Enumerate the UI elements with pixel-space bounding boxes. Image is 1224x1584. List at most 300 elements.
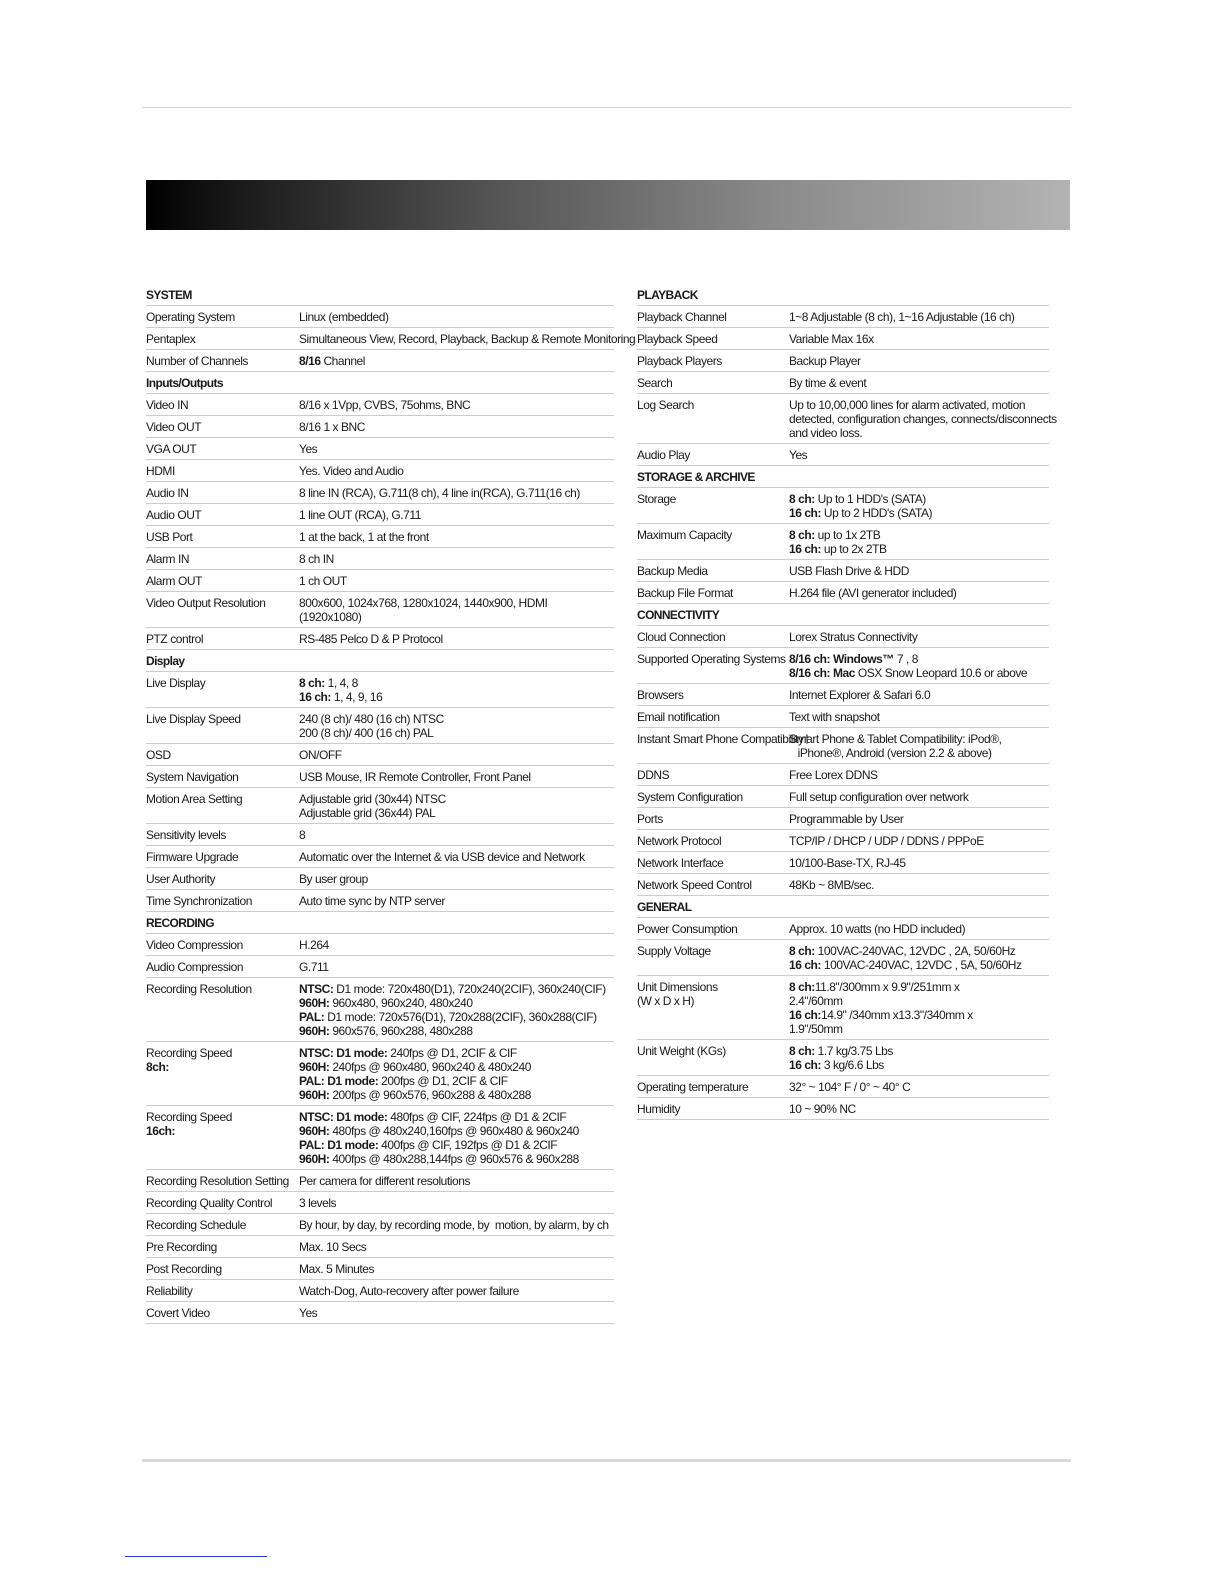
- spec-row: [637, 852, 1049, 874]
- spec-label: [637, 398, 789, 440]
- spec-value-emphasis: 8/16 ch: Windows™: [789, 652, 894, 666]
- spec-label-text: Alarm IN: [146, 552, 190, 566]
- spec-row: [146, 1302, 614, 1324]
- spec-value-text: Yes: [789, 448, 808, 462]
- spec-label-text: Cloud Connection: [637, 630, 726, 644]
- spec-label: [146, 1262, 299, 1276]
- spec-value: [789, 710, 1049, 724]
- spec-value: [299, 1240, 614, 1254]
- spec-value-text: 1.9"/50mm: [789, 1022, 843, 1036]
- spec-value-text: 960x576, 960x288, 480x288: [329, 1024, 473, 1038]
- spec-label: [637, 856, 789, 870]
- spec-value-text: D1 mode: 720x480(D1), 720x240(2CIF), 360x240(CIF): [333, 982, 606, 996]
- spec-row: [146, 1258, 614, 1280]
- spec-value-line: [299, 850, 614, 864]
- spec-value-line: [299, 872, 614, 886]
- spec-value: [299, 420, 614, 434]
- spec-value-text: ON/OFF: [299, 748, 342, 762]
- spec-value-text: 8: [299, 828, 306, 842]
- spec-value-text: Automatic over the Internet & via USB device and Network: [299, 850, 585, 864]
- spec-value-text: iPhone®, Android (version 2.2 & above): [789, 746, 992, 760]
- spec-row: [637, 306, 1049, 328]
- spec-label: [146, 770, 299, 784]
- spec-value-line: [299, 574, 614, 588]
- spec-value-text: and video loss.: [789, 426, 863, 440]
- spec-value: [299, 676, 614, 704]
- spec-label-text: USB Port: [146, 530, 193, 544]
- spec-label: [637, 492, 789, 520]
- spec-value-line: [789, 732, 1049, 746]
- spec-row: [637, 350, 1049, 372]
- spec-label-text: Unit Weight (KGs): [637, 1044, 726, 1058]
- spec-label-text: Network Protocol: [637, 834, 722, 848]
- spec-value-line: [299, 982, 614, 996]
- title-banner: [146, 180, 1070, 230]
- spec-value-text: Channel: [320, 354, 365, 368]
- spec-value-line: [299, 486, 614, 500]
- spec-label-text: HDMI: [146, 464, 175, 478]
- spec-value-text: 11.8"/300mm x 9.9"/251mm x: [814, 980, 960, 994]
- spec-row: [637, 582, 1049, 604]
- spec-value: [789, 376, 1049, 390]
- spec-value-line: [299, 464, 614, 478]
- spec-value-text: By time & event: [789, 376, 867, 390]
- spec-value-line: [299, 792, 614, 806]
- spec-table-right: [637, 284, 1057, 1120]
- spec-row: [637, 808, 1049, 830]
- spec-value: [789, 564, 1049, 578]
- spec-value-line: [789, 1022, 1049, 1036]
- spec-label-text: Alarm OUT: [146, 574, 202, 588]
- spec-value-line: [789, 688, 1049, 702]
- spec-value-line: [299, 632, 614, 646]
- spec-value-emphasis: 960H:: [299, 1124, 330, 1138]
- spec-label: [146, 310, 299, 324]
- spec-value-line: [789, 1044, 1049, 1058]
- spec-value-line: [299, 1024, 614, 1038]
- spec-row: [146, 788, 614, 824]
- spec-value-line: [299, 1240, 614, 1254]
- spec-value-text: up to 2x 2TB: [820, 542, 887, 556]
- spec-row: [146, 978, 614, 1042]
- spec-value-line: [789, 710, 1049, 724]
- spec-label-text: Post Recording: [146, 1262, 222, 1276]
- spec-value-emphasis: 960H:: [299, 1024, 330, 1038]
- spec-label-text: Time Synchronization: [146, 894, 252, 908]
- spec-value-line: [299, 1110, 614, 1124]
- spec-value-line: [789, 958, 1049, 972]
- section-heading-system: SYSTEM: [146, 284, 614, 306]
- spec-row: [146, 328, 636, 350]
- spec-label: [637, 528, 789, 556]
- spec-label-text: PTZ control: [146, 632, 204, 646]
- spec-value-line: [299, 310, 614, 324]
- spec-label: [146, 938, 299, 952]
- spec-label-text: Network Speed Control: [637, 878, 752, 892]
- section-heading-inputs-outputs: Inputs/Outputs: [146, 372, 614, 394]
- spec-value-emphasis: 8 ch:: [299, 676, 325, 690]
- spec-value-text: 200fps @ 960x576, 960x288 & 480x288: [329, 1088, 531, 1102]
- spec-row: [146, 824, 614, 846]
- spec-label: [146, 960, 299, 974]
- spec-row: [146, 592, 614, 628]
- spec-value-line: [789, 630, 1049, 644]
- spec-value: [789, 652, 1049, 680]
- spec-label: [146, 676, 299, 704]
- spec-value-emphasis: 8/16 ch: Mac: [789, 666, 855, 680]
- spec-label-text: DDNS: [637, 768, 670, 782]
- spec-row: [637, 1040, 1049, 1076]
- spec-value: [299, 792, 614, 820]
- spec-label-text: Network Interface: [637, 856, 724, 870]
- spec-row: [146, 482, 614, 504]
- spec-value: [299, 632, 614, 646]
- spec-value-line: [299, 530, 614, 544]
- spec-value-text: Up to 2 HDD's (SATA): [820, 506, 933, 520]
- spec-row: [637, 560, 1049, 582]
- spec-value-text: 3 levels: [299, 1196, 337, 1210]
- spec-value-emphasis: 960H:: [299, 996, 330, 1010]
- spec-value-emphasis: 16 ch:: [299, 690, 331, 704]
- spec-label: [146, 596, 299, 624]
- spec-value-text: 100VAC-240VAC, 12VDC , 2A, 50/60Hz: [814, 944, 1016, 958]
- spec-value-line: [789, 1080, 1049, 1094]
- spec-label: [637, 878, 789, 892]
- spec-label: [637, 768, 789, 782]
- spec-value-text: USB Flash Drive & HDD: [789, 564, 909, 578]
- spec-value-line: [299, 996, 614, 1010]
- spec-value-text: Internet Explorer & Safari 6.0: [789, 688, 931, 702]
- spec-label-text: Motion Area Setting: [146, 792, 243, 806]
- spec-row: [146, 526, 614, 548]
- header-rule: [142, 107, 1071, 108]
- spec-value-emphasis: 8 ch:: [789, 492, 815, 506]
- spec-value: [789, 310, 1049, 324]
- spec-value: [299, 486, 614, 500]
- spec-value: [299, 960, 614, 974]
- spec-value-text: Linux (embedded): [299, 310, 389, 324]
- spec-value-text: 480fps @ 480x240,160fps @ 960x480 & 960x240: [329, 1124, 579, 1138]
- spec-label: [637, 688, 789, 702]
- spec-value-line: [299, 332, 635, 346]
- spec-row: [146, 570, 614, 592]
- spec-value-line: [789, 652, 1049, 666]
- spec-value: [789, 492, 1049, 520]
- spec-value-line: [299, 596, 614, 610]
- spec-value: [299, 1262, 614, 1276]
- spec-label: [637, 652, 789, 680]
- spec-value: [299, 850, 614, 864]
- spec-label-text: Search: [637, 376, 673, 390]
- spec-label-text: Log Search: [637, 398, 694, 412]
- spec-row: [146, 1236, 614, 1258]
- spec-label: [146, 748, 299, 762]
- spec-value-line: [299, 398, 614, 412]
- spec-row: [146, 306, 614, 328]
- spec-label-text: Sensitivity levels: [146, 828, 226, 842]
- spec-value-emphasis: 8/16: [299, 354, 321, 368]
- spec-row: [146, 394, 614, 416]
- spec-value-line: [299, 420, 614, 434]
- spec-value-emphasis: 960H:: [299, 1060, 330, 1074]
- spec-value-text: USB Mouse, IR Remote Controller, Front Panel: [299, 770, 531, 784]
- spec-label-text: Number of Channels: [146, 354, 248, 368]
- spec-value-line: [299, 726, 614, 740]
- spec-value-text: 48Kb ~ 8MB/sec.: [789, 878, 874, 892]
- spec-value-line: [789, 426, 1057, 440]
- spec-value-line: [789, 746, 1049, 760]
- spec-label-text: Email notification: [637, 710, 720, 724]
- spec-label: [146, 712, 299, 740]
- spec-value-text: H.264: [299, 938, 329, 952]
- spec-value-line: [789, 492, 1049, 506]
- spec-value-text: 1.7 kg/3.75 Lbs: [814, 1044, 893, 1058]
- spec-label-text: Backup File Format: [637, 586, 733, 600]
- spec-value-line: [789, 448, 1049, 462]
- spec-row: [637, 488, 1049, 524]
- spec-value-line: [299, 1046, 614, 1060]
- spec-value-line: [299, 676, 614, 690]
- spec-label-text: OSD: [146, 748, 171, 762]
- spec-row: [637, 1076, 1049, 1098]
- section-heading-display: Display: [146, 650, 614, 672]
- spec-label: [146, 442, 299, 456]
- spec-value-line: [789, 310, 1049, 324]
- spec-value-text: Smart Phone & Tablet Compatibility: iPod®,: [789, 732, 1002, 746]
- spec-value: [299, 1046, 614, 1102]
- spec-row: [146, 628, 614, 650]
- spec-value-line: [789, 376, 1049, 390]
- spec-label: [637, 790, 789, 804]
- spec-value: [789, 354, 1049, 368]
- spec-label-text: Recording Speed: [146, 1046, 232, 1060]
- spec-value-text: 1 line OUT (RCA), G.711: [299, 508, 421, 522]
- spec-value-emphasis: NTSC: D1 mode:: [299, 1110, 388, 1124]
- spec-row: [146, 438, 614, 460]
- spec-value-emphasis: 16 ch:: [789, 1058, 821, 1072]
- spec-row: [146, 868, 614, 890]
- spec-value: [299, 1218, 614, 1232]
- spec-label-text: Video Compression: [146, 938, 243, 952]
- spec-value-line: [299, 1174, 614, 1188]
- spec-label-text: Reliability: [146, 1284, 193, 1298]
- spec-value: [789, 688, 1049, 702]
- spec-value-text: 800x600, 1024x768, 1280x1024, 1440x900, HDMI: [299, 596, 548, 610]
- spec-row: [146, 504, 614, 526]
- spec-value-text: 3 kg/6.6 Lbs: [820, 1058, 884, 1072]
- spec-row: [146, 1170, 614, 1192]
- spec-label: [637, 376, 789, 390]
- spec-value-text: Lorex Stratus Connectivity: [789, 630, 918, 644]
- spec-value: [299, 748, 614, 762]
- spec-label: [637, 310, 789, 324]
- spec-row: [146, 1192, 614, 1214]
- spec-label-text: Live Display Speed: [146, 712, 241, 726]
- footer-rule: [142, 1459, 1071, 1462]
- spec-value-emphasis: NTSC: D1 mode:: [299, 1046, 388, 1060]
- spec-value-text: RS-485 Pelco D & P Protocol: [299, 632, 443, 646]
- spec-value-text: Up to 10,00,000 lines for alarm activated, motion: [789, 398, 1026, 412]
- spec-label-text: Recording Quality Control: [146, 1196, 273, 1210]
- spec-value: [299, 442, 614, 456]
- spec-label-text: Supported Operating Systems: [637, 652, 786, 666]
- spec-value-line: [299, 1074, 614, 1088]
- spec-row: [146, 1280, 614, 1302]
- spec-value-line: [789, 922, 1049, 936]
- spec-row: [637, 626, 1049, 648]
- spec-value-text: 8 ch IN: [299, 552, 334, 566]
- spec-value-text: 10 ~ 90% NC: [789, 1102, 856, 1116]
- spec-label-text: Recording Schedule: [146, 1218, 246, 1232]
- spec-label: [637, 710, 789, 724]
- spec-value-text: 8 line IN (RCA), G.711(8 ch), 4 line in(RCA), G.711(16 ch): [299, 486, 580, 500]
- spec-value-emphasis: PAL: D1 mode:: [299, 1138, 379, 1152]
- spec-value-line: [299, 960, 614, 974]
- spec-label-text: Browsers: [637, 688, 684, 702]
- spec-row: [146, 890, 614, 912]
- section-heading-storage-archive: STORAGE & ARCHIVE: [637, 466, 1049, 488]
- spec-label-text: Video Output Resolution: [146, 596, 266, 610]
- spec-value: [789, 1102, 1049, 1116]
- spec-value-text: G.711: [299, 960, 329, 974]
- spec-label: [146, 1306, 299, 1320]
- spec-value-text: Max. 10 Secs: [299, 1240, 367, 1254]
- spec-value: [789, 834, 1049, 848]
- spec-label-text: Operating temperature: [637, 1080, 749, 1094]
- spec-label-text: Recording Resolution: [146, 982, 252, 996]
- spec-label-text: System Configuration: [637, 790, 743, 804]
- spec-label: [637, 732, 810, 760]
- spec-value-text: 480fps @ CIF, 224fps @ D1 & 2CIF: [387, 1110, 567, 1124]
- spec-label-text: Maximum Capacity: [637, 528, 732, 542]
- spec-value-text: 1, 4, 9, 16: [330, 690, 383, 704]
- spec-value-text: Text with snapshot: [789, 710, 880, 724]
- spec-value: [299, 938, 614, 952]
- section-heading-playback: PLAYBACK: [637, 284, 1049, 306]
- spec-value-line: [299, 1010, 614, 1024]
- spec-value: [789, 1044, 1049, 1072]
- spec-row: [146, 934, 614, 956]
- spec-label-text: Humidity: [637, 1102, 681, 1116]
- spec-value-emphasis: 16 ch:: [789, 506, 821, 520]
- spec-value: [299, 1196, 614, 1210]
- spec-row: [637, 976, 1049, 1040]
- spec-value-text: Full setup configuration over network: [789, 790, 969, 804]
- spec-label: [637, 448, 789, 462]
- spec-value: [789, 922, 1049, 936]
- spec-label-text: Audio Compression: [146, 960, 244, 974]
- spec-value: [789, 528, 1049, 556]
- spec-value-emphasis: 8 ch:: [789, 528, 815, 542]
- spec-value-line: [789, 354, 1049, 368]
- spec-value-emphasis: 16 ch:: [789, 1008, 821, 1022]
- spec-value-emphasis: 8 ch:: [789, 980, 815, 994]
- spec-label: [146, 552, 299, 566]
- spec-value-line: [789, 412, 1057, 426]
- spec-value: [789, 878, 1049, 892]
- spec-value-text: Approx. 10 watts (no HDD included): [789, 922, 966, 936]
- spec-label-text: Power Consumption: [637, 922, 738, 936]
- spec-value-line: [299, 552, 614, 566]
- spec-label-text: Covert Video: [146, 1306, 210, 1320]
- spec-label-text: Pre Recording: [146, 1240, 217, 1254]
- spec-label: [146, 872, 299, 886]
- spec-value-line: [299, 354, 614, 368]
- spec-value: [789, 944, 1049, 972]
- spec-row: [637, 940, 1049, 976]
- spec-value: [299, 596, 614, 624]
- spec-value-line: [789, 586, 1049, 600]
- spec-value-text: 1, 4, 8: [324, 676, 358, 690]
- spec-label-text: Supply Voltage: [637, 944, 711, 958]
- spec-value: [299, 1284, 614, 1298]
- spec-value-line: [789, 768, 1049, 782]
- spec-value-line: [299, 748, 614, 762]
- spec-value-line: [299, 1218, 614, 1232]
- spec-value-line: [789, 812, 1049, 826]
- spec-value-line: [789, 528, 1049, 542]
- spec-label: [146, 982, 299, 1038]
- spec-label-text: Ports: [637, 812, 663, 826]
- spec-value-emphasis: 960H:: [299, 1152, 330, 1166]
- spec-value: [789, 448, 1049, 462]
- spec-value: [789, 768, 1049, 782]
- spec-label: [637, 944, 789, 972]
- spec-value-text: Programmable by User: [789, 812, 904, 826]
- spec-label: [146, 850, 299, 864]
- spec-label: [146, 530, 299, 544]
- spec-label-text: Unit Dimensions: [637, 980, 718, 994]
- spec-value: [299, 332, 635, 346]
- spec-value-text: By user group: [299, 872, 368, 886]
- spec-value: [299, 464, 614, 478]
- spec-value-text: Variable Max 16x: [789, 332, 874, 346]
- spec-row: [146, 350, 614, 372]
- spec-label: [146, 1174, 299, 1188]
- spec-value: [789, 980, 1049, 1036]
- spec-value-text: 1 ch OUT: [299, 574, 347, 588]
- spec-value-text: Adjustable grid (30x44) NTSC: [299, 792, 446, 806]
- spec-row: [637, 728, 1049, 764]
- spec-label-text: Storage: [637, 492, 676, 506]
- spec-value: [299, 872, 614, 886]
- spec-value: [299, 894, 614, 908]
- spec-row: [146, 846, 614, 868]
- spec-label: [637, 812, 789, 826]
- spec-value: [299, 1110, 614, 1166]
- spec-label: [146, 574, 299, 588]
- spec-value-line: [789, 542, 1049, 556]
- spec-value: [299, 770, 614, 784]
- spec-value-emphasis: 8 ch:: [789, 1044, 815, 1058]
- spec-label-text: VGA OUT: [146, 442, 197, 456]
- spec-row: [637, 874, 1049, 896]
- spec-value-text: 2.4"/60mm: [789, 994, 843, 1008]
- spec-row: [637, 648, 1049, 684]
- spec-value: [789, 812, 1049, 826]
- spec-value-text: 960x480, 960x240, 480x240: [329, 996, 473, 1010]
- spec-value-line: [789, 944, 1049, 958]
- spec-value-line: [789, 994, 1049, 1008]
- spec-value-line: [789, 398, 1057, 412]
- spec-label: [146, 486, 299, 500]
- spec-label: [637, 564, 789, 578]
- spec-value-line: [789, 666, 1049, 680]
- spec-value-line: [299, 894, 614, 908]
- section-heading-connectivity: CONNECTIVITY: [637, 604, 1049, 626]
- spec-value-line: [789, 878, 1049, 892]
- spec-value-text: 240 (8 ch)/ 480 (16 ch) NTSC: [299, 712, 444, 726]
